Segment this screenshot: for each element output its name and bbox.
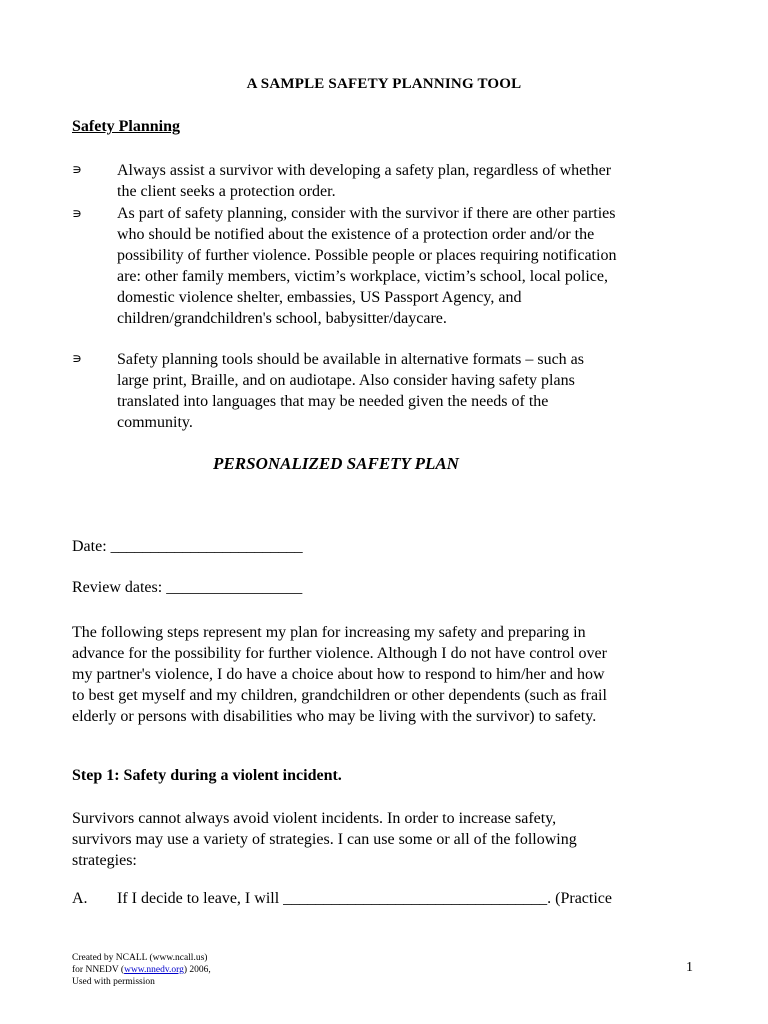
date-field: Date: ________________________: [72, 538, 303, 555]
step1-heading: Step 1: Safety during a violent incident.: [72, 767, 342, 784]
bullet-item-3: Safety planning tools should be available in alternative formats – such as large print, Braille, and on audiotape. Also consider having safety plans translated into languages that may be needed given the needs of the community.: [117, 351, 584, 431]
footer-line-2: for NNEDV (www.nnedv.org) 2006,: [72, 965, 211, 975]
bullet-item-2: As part of safety planning, consider with the survivor if there are other parties who should be notified about the existence of a protection order and/or the possibility of further violence. Possible people or places requiring notification are: other family members, victim’s workplace, victim’s school, local police, domestic violence shelter, embassies, US Passport Agency, and children/grandchildren's school, babysitter/daycare.: [117, 205, 617, 327]
bullet-item-1: Always assist a survivor with developing a safety plan, regardless of whether the client seeks a protection order.: [117, 162, 612, 200]
footer-line-1: Created by NCALL (www.ncall.us): [72, 953, 208, 963]
bullet-icon: ∍: [72, 163, 83, 178]
footer-credits: [72, 952, 211, 988]
page-number: 1: [686, 960, 693, 975]
intro-paragraph: The following steps represent my plan for increasing my safety and preparing in advance for the possibility for further violence. Although I do not have control over my partner's violence, I do have a choice about how to respond to him/her and how to best get myself and my children, grandchildren or other dependents (such as frail elderly or persons with disabilities who may be living with the survivor) to safety.: [72, 624, 607, 725]
item-a-letter: A.: [72, 890, 88, 907]
plan-heading: PERSONALIZED SAFETY PLAN: [213, 454, 459, 473]
bullet-icon: ∍: [72, 352, 83, 367]
review-dates-field: Review dates: _________________: [72, 579, 303, 596]
bullet-icon: ∍: [72, 207, 83, 222]
step1-paragraph: Survivors cannot always avoid violent incidents. In order to increase safety, survivors may use a variety of strategies. I can use some or all of the following strategies:: [72, 810, 577, 869]
footer-line-3: Used with permission: [72, 977, 155, 987]
nnedv-link[interactable]: www.nnedv.org: [124, 965, 184, 975]
item-a-text: If I decide to leave, I will _________________________________. (Practice: [117, 890, 612, 907]
document-title: A SAMPLE SAFETY PLANNING TOOL: [246, 76, 522, 92]
section-heading: Safety Planning: [72, 118, 181, 135]
